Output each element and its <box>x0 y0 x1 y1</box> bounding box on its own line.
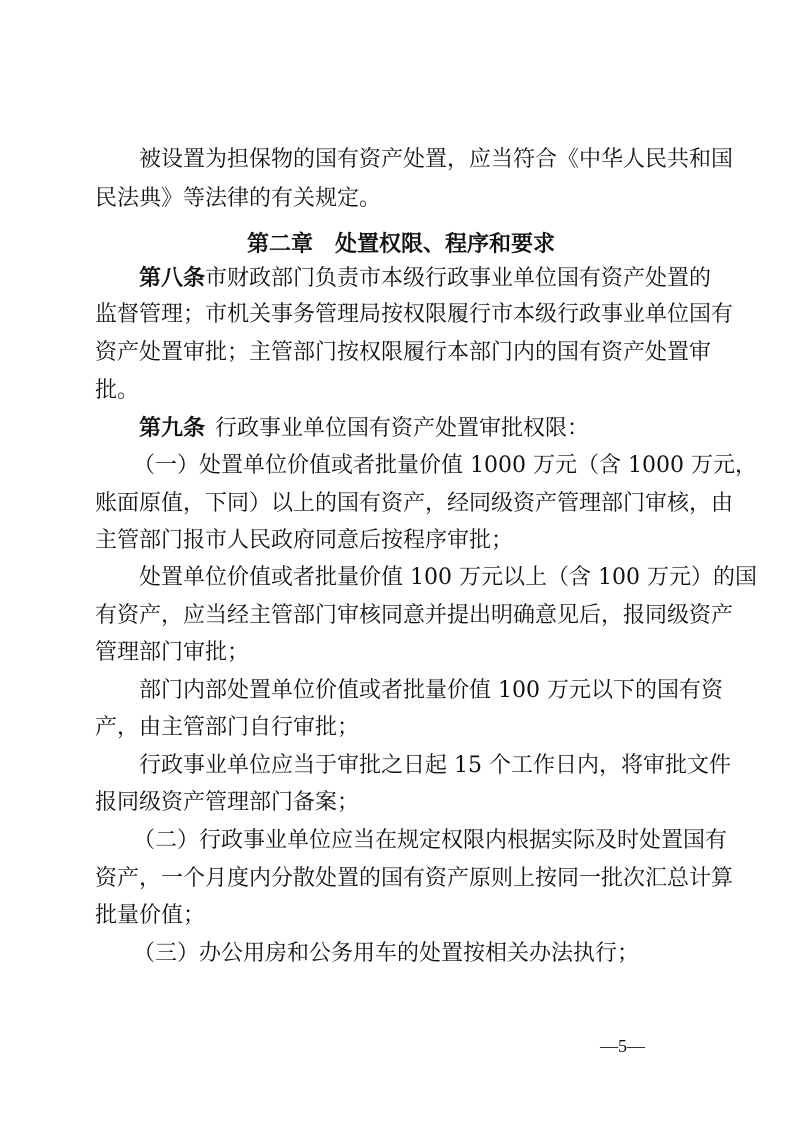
page-number: —5— <box>600 1036 645 1056</box>
text-line: 主管部门报市人民政府同意后按程序审批； <box>95 528 514 553</box>
article-9-label: 第九条 <box>139 415 206 441</box>
text-line: 管理部门审批； <box>95 640 250 665</box>
text-line: （二）行政事业单位应当在规定权限内根据实际及时处置国有 <box>133 828 728 853</box>
article-8-label: 第八条 <box>139 265 206 291</box>
text-line: 资产，一个月度内分散处置的国有资产原则上按同一批次汇总计算 <box>95 866 734 891</box>
text-line: 批量价值； <box>95 903 206 928</box>
text-span: 行政事业单位国有资产处置审批权限： <box>215 416 590 441</box>
text-line: 被设置为担保物的国有资产处置，应当符合《中华人民共和国 <box>139 147 734 172</box>
document-page <box>95 0 757 1122</box>
text-line: 行政事业单位应当于审批之日起 15 个工作日内，将审批文件 <box>139 753 731 778</box>
text-line: 账面原值，下同）以上的国有资产，经同级资产管理部门审核，由 <box>95 491 734 516</box>
text-line: 批。 <box>95 378 140 403</box>
chapter-heading: 第二章 处置权限、程序和要求 <box>246 231 555 257</box>
text-line: 资产处置审批；主管部门按权限履行本部门内的国有资产处置审 <box>95 340 712 365</box>
text-line: 监督管理；市机关事务管理局按权限履行市本级行政事业单位国有 <box>95 302 734 327</box>
text-span: 市财政部门负责市本级行政事业单位国有资产处置的 <box>205 266 712 291</box>
text-line: 报同级资产管理部门备案； <box>95 790 360 815</box>
text-line: 部门内部处置单位价值或者批量价值 100 万元以下的国有资 <box>139 678 723 703</box>
text-line: 产，由主管部门自行审批； <box>95 715 360 740</box>
article-9-line <box>139 413 707 444</box>
article-8-line <box>139 263 712 294</box>
text-line: （三）办公用房和公务用车的处置按相关办法执行； <box>133 941 640 966</box>
text-line: 民法典》等法律的有关规定。 <box>95 186 382 211</box>
text-line: 有资产，应当经主管部门审核同意并提出明确意见后，报同级资产 <box>95 603 734 628</box>
text-line: 处置单位价值或者批量价值 100 万元以上（含 100 万元）的国 <box>139 565 757 590</box>
text-line: （一）处置单位价值或者批量价值 1000 万元（含 1000 万元， <box>133 453 757 478</box>
